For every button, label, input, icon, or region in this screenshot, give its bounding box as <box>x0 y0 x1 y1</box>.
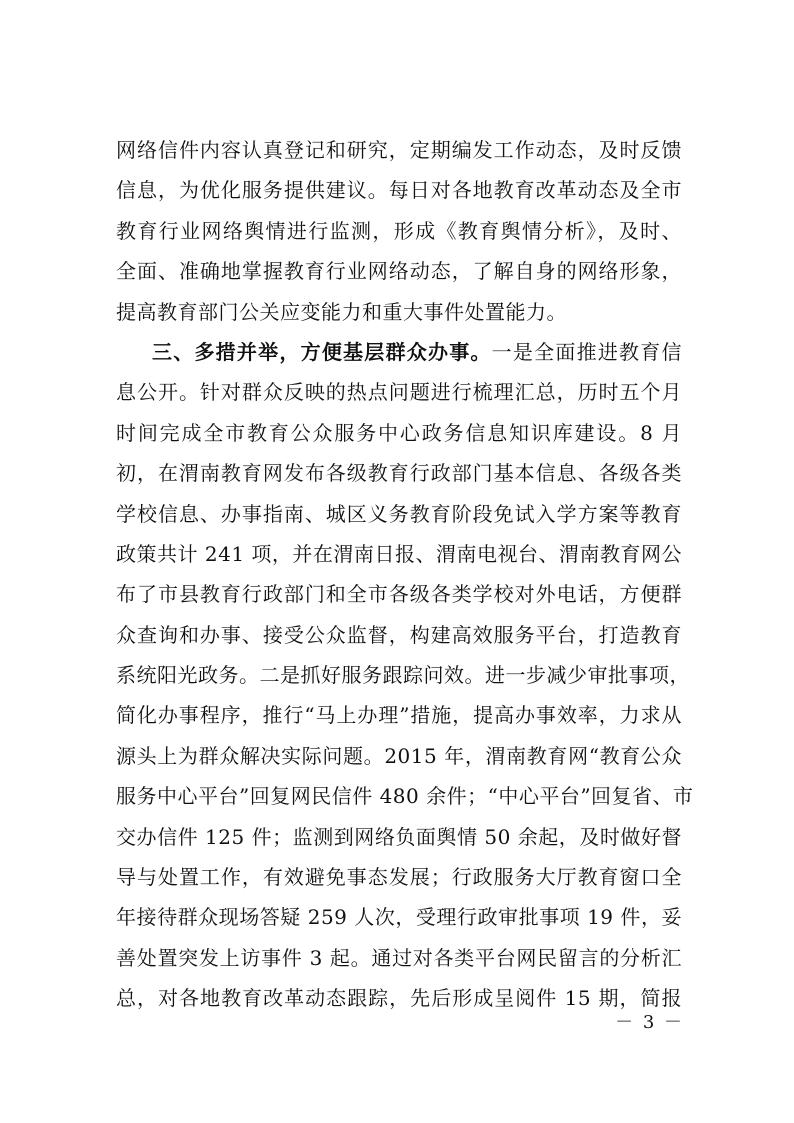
text-line: 总，对各地教育改革动态跟踪，先后形成呈阅件 15 期，简报 <box>116 986 682 1011</box>
text-line: 全面、准确地掌握教育行业网络动态，了解自身的网络形象， <box>116 259 682 284</box>
text-line: 交办信件 125 件；监测到网络负面舆情 50 余起，及时做好督 <box>116 824 682 849</box>
text-line: 布了市县教育行政部门和全市各级各类学校对外电话，方便群 <box>116 582 682 607</box>
text-line: 源头上为群众解决实际问题。2015 年，渭南教育网“教育公众 <box>116 743 682 768</box>
text-line: 导与处置工作，有效避免事态发展；行政服务大厅教育窗口全 <box>116 865 682 890</box>
text-line: 教育行业网络舆情进行监测，形成《教育舆情分析》，及时、 <box>116 218 682 243</box>
text-line: 年接待群众现场答疑 259 人次，受理行政审批事项 19 件，妥 <box>116 905 682 930</box>
text-line: 服务中心平台”回复网民信件 480 余件；“中心平台”回复省、市 <box>116 784 694 809</box>
section-3-first-line <box>116 332 682 372</box>
text-line: 时间完成全市教育公众服务中心政务信息知识库建设。8 月 <box>116 420 682 445</box>
text-line: 众查询和办事、接受公众监督，构建高效服务平台，打造教育 <box>116 622 682 647</box>
document-body <box>116 130 694 1019</box>
page-number: － 3 － <box>615 1012 684 1033</box>
text-line: 初，在渭南教育网发布各级教育行政部门基本信息、各级各类 <box>116 461 682 486</box>
text-line: 简化办事程序，推行“马上办理”措施，提高办事效率，力求从 <box>116 703 682 728</box>
text-line: 善处置突发上访事件 3 起。通过对各类平台网民留言的分析汇 <box>116 945 682 970</box>
section-3-heading: 三、多措并举，方便基层群众办事。 <box>152 339 492 364</box>
text-line: 信息，为优化服务提供建议。每日对各地教育改革动态及全市 <box>116 178 682 203</box>
text-line: 网络信件内容认真登记和研究，定期编发工作动态，及时反馈 <box>116 138 682 162</box>
text-line: 学校信息、办事指南、城区义务教育阶段免试入学方案等教育 <box>116 501 682 526</box>
text-line: 息公开。针对群众反映的热点问题进行梳理汇总，历时五个月 <box>116 380 682 405</box>
text-line: 提高教育部门公关应变能力和重大事件处置能力。 <box>116 299 567 324</box>
section-3-first-line-text: 一是全面推进教育信 <box>491 339 683 364</box>
text-line: 政策共计 241 项，并在渭南日报、渭南电视台、渭南教育网公 <box>116 541 682 566</box>
text-line: 系统阳光政务。二是抓好服务跟踪问效。进一步减少审批事项， <box>116 663 690 688</box>
